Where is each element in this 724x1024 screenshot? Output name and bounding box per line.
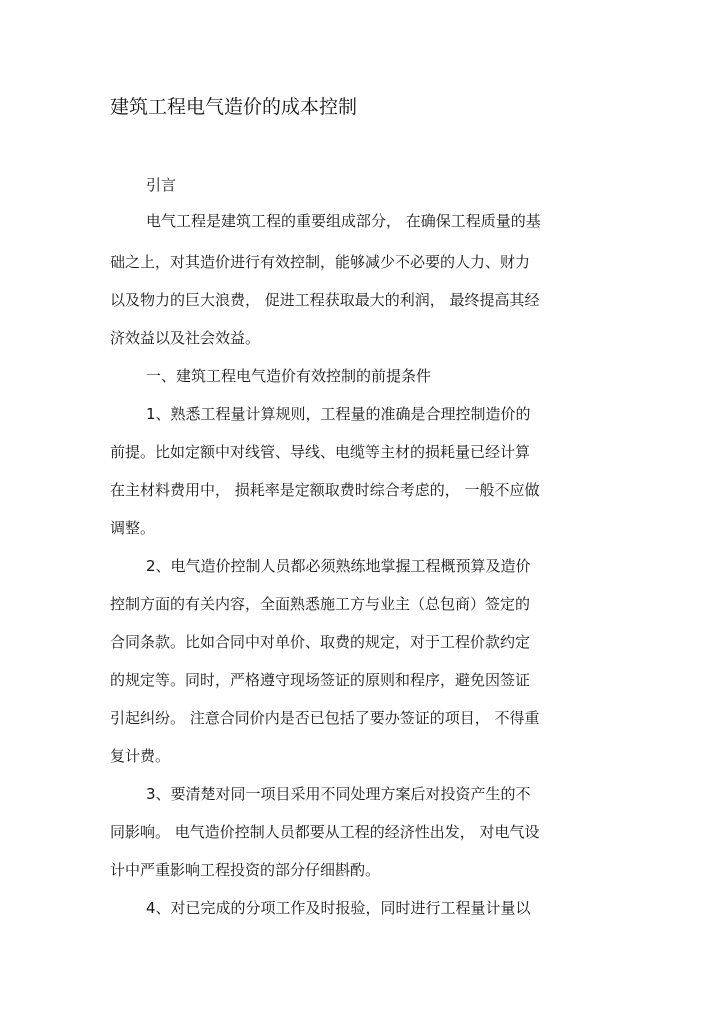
paragraph-line: 2、电气造价控制人员都必须熟练地掌握工程概预算及造价	[146, 557, 531, 575]
paragraph-line: 电气工程是建筑工程的重要组成部分， 在确保工程质量的基	[146, 212, 541, 230]
document-title: 建筑工程电气造价的成本控制	[110, 96, 358, 118]
paragraph-line: 以及物力的巨大浪费， 促进工程获取最大的利润， 最终提高其经	[110, 291, 540, 309]
paragraph-line: 前提。比如定额中对线管、导线、电缆等主材的损耗量已经计算	[110, 443, 531, 461]
paragraph-line: 1、熟悉工程量计算规则，工程量的准确是合理控制造价的	[146, 405, 531, 423]
paragraph-line: 引起纠纷。 注意合同价内是否已包括了要办签证的项目， 不得重	[110, 709, 540, 727]
paragraph-line: 4、对已完成的分项工作及时报验，同时进行工程量计量以	[146, 899, 531, 917]
paragraph-line: 控制方面的有关内容，全面熟悉施工方与业主（总包商）签定的	[110, 595, 531, 613]
paragraph-line: 复计费。	[110, 747, 171, 765]
section-heading-1: 一、建筑工程电气造价有效控制的前提条件	[146, 367, 432, 385]
paragraph-line: 3、要清楚对同一项目采用不同处理方案后对投资产生的不	[146, 785, 531, 803]
paragraph-line: 济效益以及社会效益。	[110, 329, 261, 347]
paragraph-line: 础之上，对其造价进行有效控制，能够减少不必要的人力、财力	[110, 253, 531, 271]
paragraph-line: 计中严重影响工程投资的部分仔细斟酌。	[110, 861, 381, 879]
paragraph-line: 合同条款。比如合同中对单价、取费的规定，对于工程价款约定	[110, 633, 531, 651]
paragraph-line: 调整。	[110, 519, 156, 537]
paragraph-line: 的规定等。同时，严格遵守现场签证的原则和程序，避免因签证	[110, 671, 531, 689]
section-heading-intro: 引言	[146, 176, 177, 194]
paragraph-line: 在主材料费用中， 损耗率是定额取费时综合考虑的， 一般不应做	[110, 481, 540, 499]
paragraph-line: 同影响。 电气造价控制人员都要从工程的经济性出发， 对电气设	[110, 823, 540, 841]
